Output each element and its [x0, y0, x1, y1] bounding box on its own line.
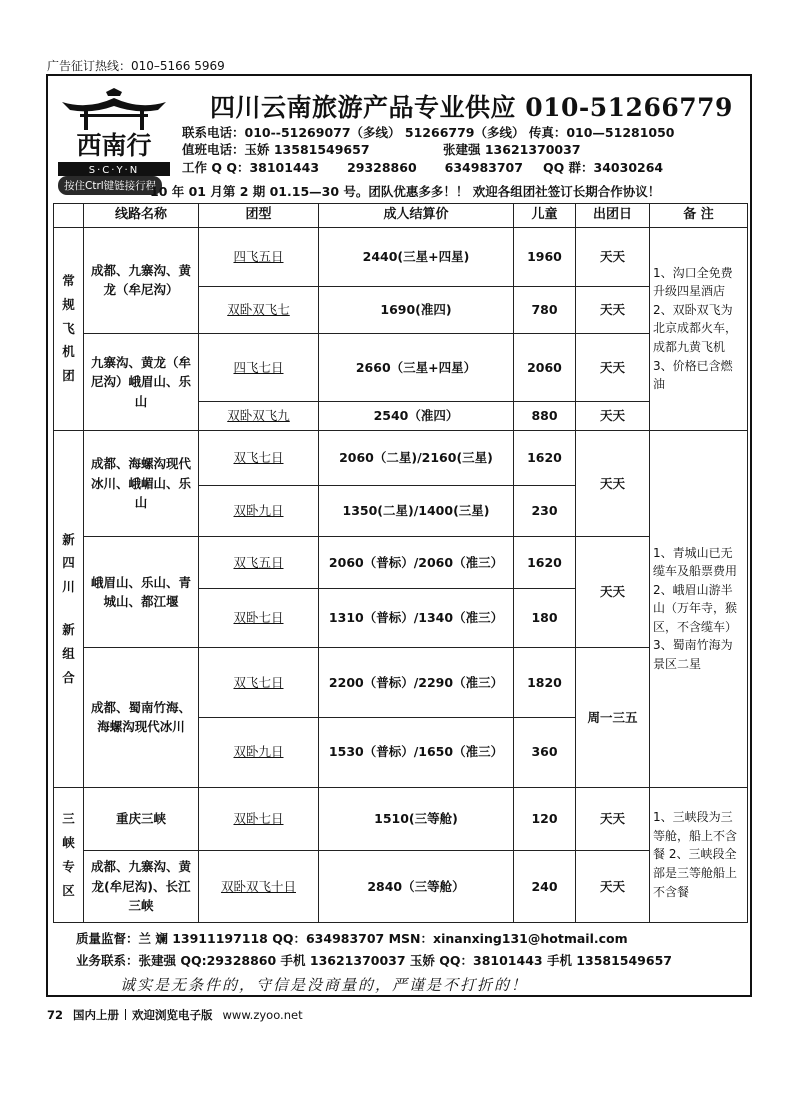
tour-type-link[interactable]: 双飞七日	[199, 648, 319, 718]
route-name: 成都、海螺沟现代冰川、峨嵋山、乐山	[84, 430, 199, 537]
qq-group: QQ 群：34030264	[542, 160, 664, 175]
departure-day: 天天	[576, 227, 650, 286]
remarks-cell: 1、三峡段为三等舱，船上不含餐 2、三峡段全部是三等舱船上不含餐	[650, 787, 748, 922]
child-price: 1620	[514, 430, 576, 485]
route-name: 成都、九寨沟、黄龙（牟尼沟）	[84, 227, 199, 334]
duty-phone-2: 张建强 13621370037	[443, 142, 581, 157]
header-remarks: 备 注	[650, 204, 748, 228]
work-qq-3: 634983707	[444, 160, 523, 175]
business-contact: 业务联系：张建强 QQ:29328860 手机 13621370037 玉娇 QQ：38101443 手机 13581549657	[76, 953, 672, 968]
route-name: 峨眉山、乐山、青城山、都江堰	[84, 537, 199, 648]
tour-type-link[interactable]: 双飞七日	[199, 430, 319, 485]
header-child-price: 儿童	[514, 204, 576, 228]
departure-day: 周一三五	[576, 648, 650, 787]
child-price: 1620	[514, 537, 576, 588]
route-price-table	[53, 203, 748, 923]
adult-price: 1310（普标）/1340（准三）	[319, 588, 514, 647]
tour-type-link[interactable]: 四飞七日	[199, 334, 319, 402]
child-price: 780	[514, 287, 576, 334]
tour-type-link[interactable]: 双卧九日	[199, 486, 319, 537]
departure-day: 天天	[576, 787, 650, 851]
adult-price: 2440(三星+四星)	[319, 227, 514, 286]
table-row	[54, 851, 748, 923]
duty-phone: 值班电话：玉娇 13581549657	[182, 142, 370, 157]
tour-type-link[interactable]: 四飞五日	[199, 227, 319, 286]
header-adult-price: 成人结算价	[319, 204, 514, 228]
logo-subtext: S·C·Y·N	[88, 165, 140, 176]
header-tour-type: 团型	[199, 204, 319, 228]
page-title: 四川云南旅游产品专业供应 010-51266779	[210, 93, 733, 122]
remarks-cell: 1、沟口全免费升级四星酒店 2、双卧双飞为北京成都火车，成都九黄飞机 3、价格已含燃油	[650, 227, 748, 430]
tour-type-link[interactable]: 双卧双飞七	[199, 287, 319, 334]
header-departure: 出团日	[576, 204, 650, 228]
work-qq-2: 29328860	[347, 160, 417, 175]
header-route: 线路名称	[84, 204, 199, 228]
child-price: 120	[514, 787, 576, 851]
tour-type-link[interactable]: 双卧七日	[199, 588, 319, 647]
group-label-three-gorges: 三峡专区	[54, 787, 84, 922]
xinanxing-logo	[58, 88, 170, 180]
adult-price: 2060（二星)/2160(三星)	[319, 430, 514, 485]
child-price: 240	[514, 851, 576, 923]
child-price: 360	[514, 717, 576, 787]
tour-type-link[interactable]: 双卧双飞十日	[199, 851, 319, 923]
table-row	[54, 227, 748, 286]
site-url[interactable]: www.zyoo.net	[222, 1008, 303, 1022]
tour-type-link[interactable]: 双飞五日	[199, 537, 319, 588]
page-number: 72	[47, 1008, 64, 1022]
adult-price: 2840（三等舱）	[319, 851, 514, 923]
group-label-regular-flight: 常规飞机团	[54, 227, 84, 430]
route-name: 重庆三峡	[84, 787, 199, 851]
adult-price: 1350(二星)/1400(三星)	[319, 486, 514, 537]
adult-price: 1530（普标）/1650（准三）	[319, 717, 514, 787]
departure-day: 天天	[576, 851, 650, 923]
tour-type-link[interactable]: 双卧七日	[199, 787, 319, 851]
table-row	[54, 430, 748, 485]
departure-day: 天天	[576, 334, 650, 402]
logo-text: 西南行	[76, 131, 152, 160]
child-price: 1960	[514, 227, 576, 286]
route-name: 成都、九寨沟、黄龙(牟尼沟)、长江三峡	[84, 851, 199, 923]
issue-notice: 10 年 01 月第 2 期 01.15—30 号。团队优惠多多！！ 欢迎各组团社签订长期合作协议！	[150, 184, 661, 199]
departure-day: 天天	[576, 537, 650, 648]
departure-day: 天天	[576, 287, 650, 334]
ctrl-link-hint[interactable]: 按住Ctrl键链接行程	[58, 176, 162, 195]
child-price: 230	[514, 486, 576, 537]
route-name: 九寨沟、黄龙（牟尼沟）峨眉山、乐山	[84, 334, 199, 430]
tour-type-link[interactable]: 双卧九日	[199, 717, 319, 787]
adult-price: 2060（普标）/2060（准三）	[319, 537, 514, 588]
group-label-new-sichuan: 新四川 新组合	[54, 430, 84, 787]
table-row	[54, 334, 748, 402]
ad-hotline: 广告征订热线：010–5166 5969	[47, 59, 225, 73]
tour-type-link[interactable]: 双卧双飞九	[199, 401, 319, 430]
table-row	[54, 648, 748, 718]
child-price: 1820	[514, 648, 576, 718]
page-footer	[47, 1007, 303, 1023]
child-price: 180	[514, 588, 576, 647]
contact-phones: 联系电话：010--51269077（多线） 51266779（多线） 传真：010—51281050	[182, 125, 675, 140]
slogan: 诚实是无条件的，守信是没商量的，严谨是不打折的！	[120, 976, 529, 994]
departure-day: 天天	[576, 401, 650, 430]
adult-price: 1690(准四)	[319, 287, 514, 334]
work-qq-label: 工作 Q Q：	[182, 160, 250, 175]
table-header-row	[54, 204, 748, 228]
child-price: 880	[514, 401, 576, 430]
promo-text: 欢迎浏览电子版	[132, 1008, 213, 1022]
route-name: 成都、蜀南竹海、海螺沟现代冰川	[84, 648, 199, 787]
work-qq	[182, 158, 663, 176]
adult-price: 2540（准四）	[319, 401, 514, 430]
quality-supervision: 质量监督：兰 斓 13911197118 QQ：634983707 MSN：xinanxing131@hotmail.com	[76, 931, 628, 946]
header-group-cell	[54, 204, 84, 228]
child-price: 2060	[514, 334, 576, 402]
table-row	[54, 787, 748, 851]
footer-divider	[125, 1009, 126, 1020]
work-qq-1: 38101443	[249, 160, 320, 175]
adult-price: 2660（三星+四星）	[319, 334, 514, 402]
remarks-cell: 1、青城山已无缆车及船票费用 2、峨眉山游半山（万年寺，猴区，不含缆车） 3、蜀南竹海为景区二星	[650, 430, 748, 787]
table-row	[54, 537, 748, 588]
adult-price: 1510(三等舱)	[319, 787, 514, 851]
section-name: 国内上册	[73, 1008, 120, 1022]
adult-price: 2200（普标）/2290（准三）	[319, 648, 514, 718]
departure-day: 天天	[576, 430, 650, 537]
